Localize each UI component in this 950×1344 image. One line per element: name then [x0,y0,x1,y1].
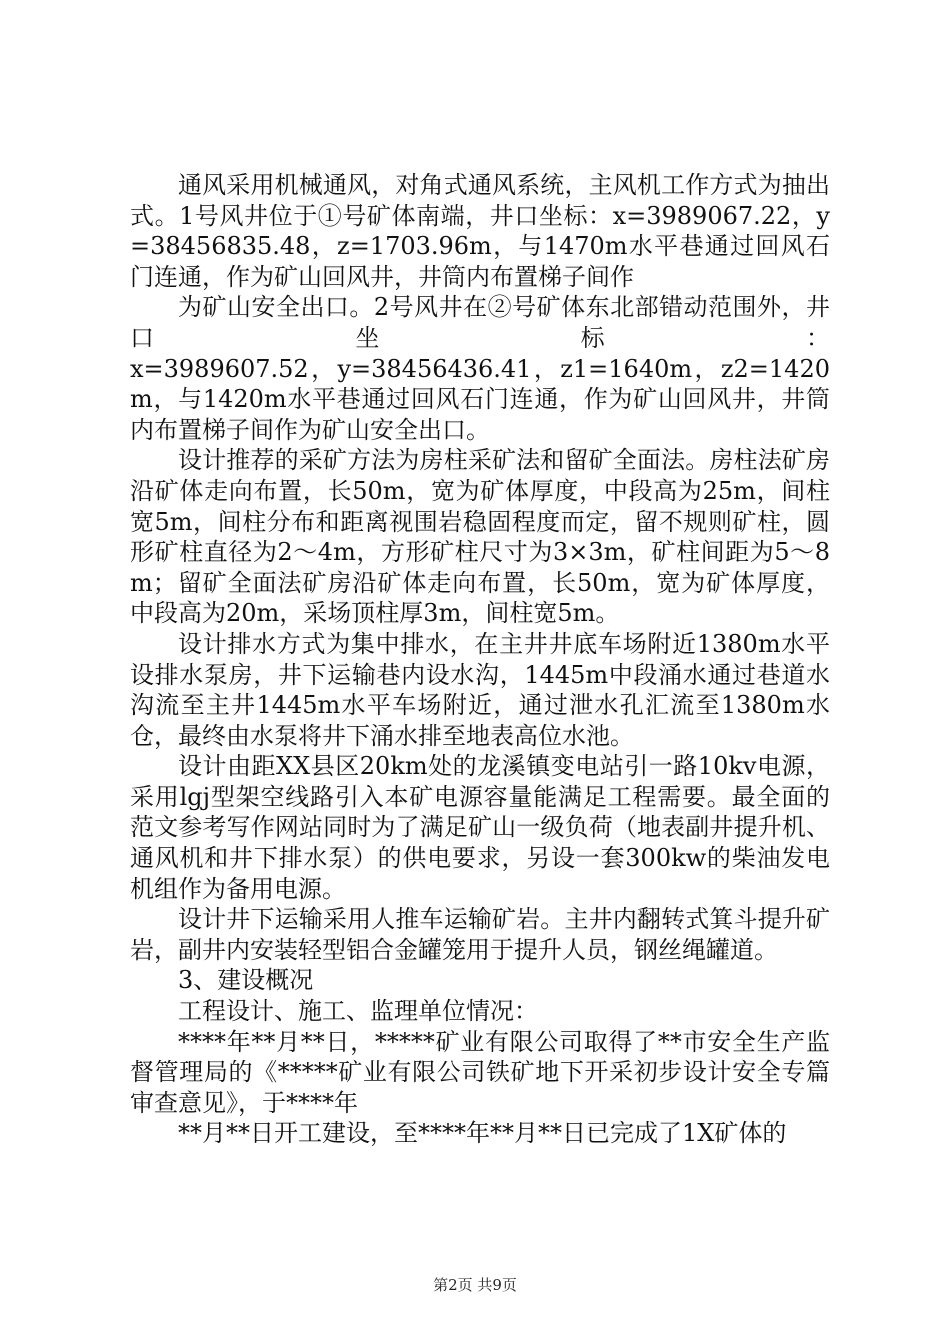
page-number: 第2页 共9页 [433,1276,517,1294]
paragraph-drainage: 设计排水方式为集中排水，在主井井底车场附近1380m水平设排水泵房，井下运输巷内设水沟，1445m中段涌水通过巷道水沟流至主井1445m水平车场附近，通过泄水孔汇流至1380m水仓，最终由水泵将井下涌水排至地表高位水池。 [130,629,830,750]
document-body [130,170,830,1149]
paragraph-approval: ****年**月**日，*****矿业有限公司取得了**市安全生产监督管理局的《*****矿业有限公司铁矿地下开采初步设计安全专篇审查意见》，于****年 [130,1027,830,1117]
paragraph-ventilation: 通风采用机械通风，对角式通风系统，主风机工作方式为抽出式。1号风井位于①号矿体南端，井口坐标：x=3989067.22，y=38456835.48，z=1703.96m，与1470m水平巷通过回风石门连通，作为矿山回风井，井筒内布置梯子间作 [130,171,830,291]
section-heading: 3、建设概况 [178,966,314,995]
paragraph-safety-exit: 为矿山安全出口。2号风井在②号矿体东北部错动范围外，井口坐标： [130,293,830,352]
paragraph-power-supply: 设计由距XX县区20km处的龙溪镇变电站引一路10kv电源，采用lgj型架空线路引入本矿电源容量能满足工程需要。最全面的范文参考写作网站同时为了满足矿山一级负荷（地表副井提升机、通风机和井下排水泵）的供电要求，另设一套300kw的柴油发电机组作为备用电源。 [130,752,830,903]
paragraph-transport: 设计井下运输采用人推车运输矿岩。主井内翻转式箕斗提升矿岩，副井内安装轻型铝合金罐笼用于提升人员，钢丝绳罐道。 [130,905,830,964]
paragraph-mining-method: 设计推荐的采矿方法为房柱采矿法和留矿全面法。房柱法矿房沿矿体走向布置，长50m，宽为矿体厚度，中段高为25m，间柱宽5m，间柱分布和距离视围岩稳固程度而定，留不规则矿柱，圆形矿柱直径为2～4m，方形矿柱尺寸为3×3m，矿柱间距为5～8m；留矿全面法矿房沿矿体走向布置，长50m，宽为矿体厚度，中段高为20m，采场顶柱厚3m，间柱宽5m。 [130,446,830,628]
paragraph-shaft-coordinates: x=3989607.52，y=38456436.41，z1=1640m，z2=1420m，与1420m水平巷通过回风石门连通，作为矿山回风井，井筒内布置梯子间作为矿山安全出口。 [130,354,830,444]
paragraph-units: 工程设计、施工、监理单位情况： [178,997,538,1026]
paragraph-construction: **月**日开工建设，至****年**月**日已完成了1X矿体的 [178,1119,787,1148]
